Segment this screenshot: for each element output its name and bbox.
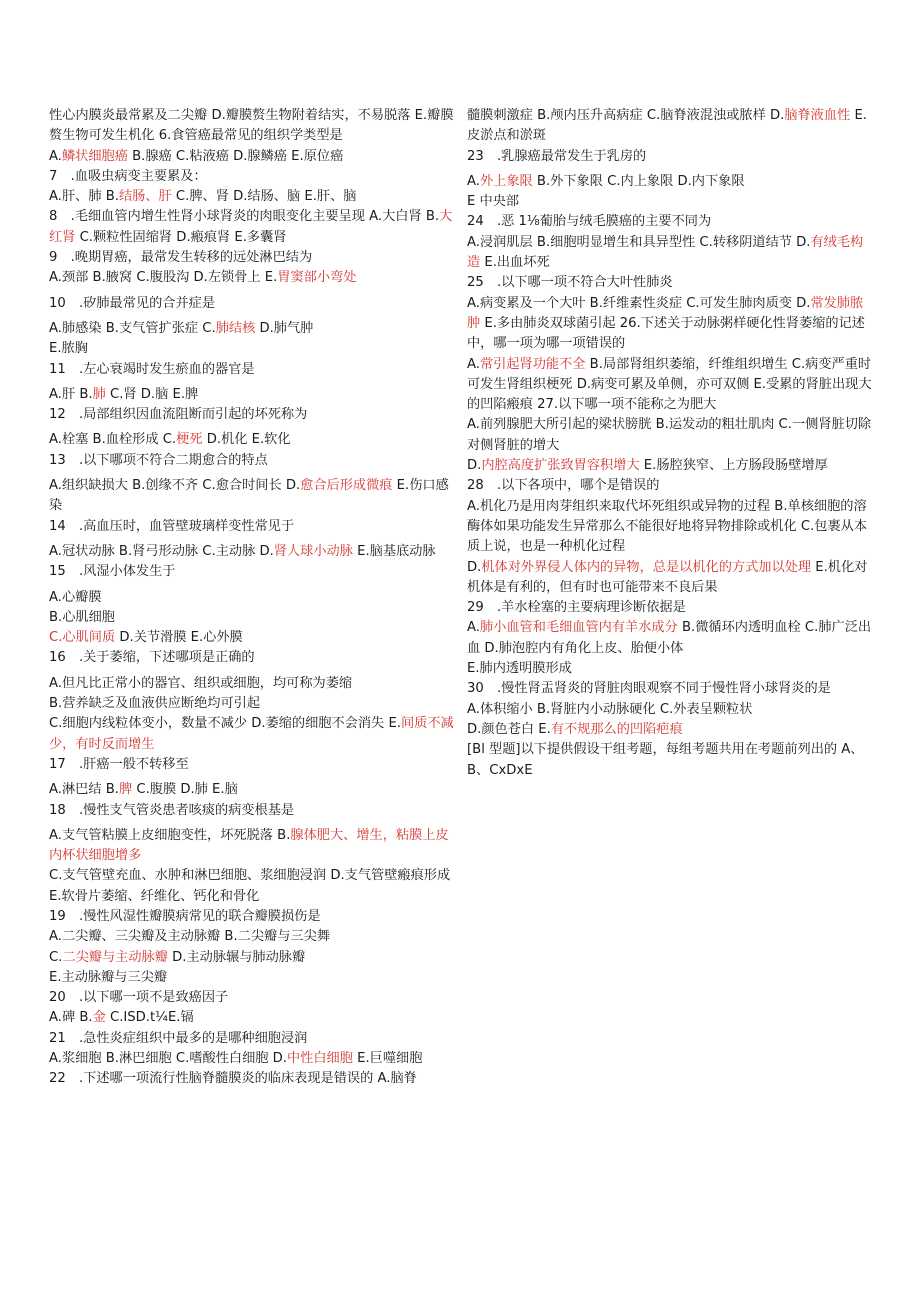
text-line [49,430,455,450]
answer-highlight: 肺 [92,386,106,402]
text-line [49,988,455,1008]
answer-highlight: 肺结核 [215,320,256,336]
text-line [49,517,455,537]
text-line [467,456,873,476]
text-line [49,588,455,608]
text-segment: A.心瓣膜 [49,589,102,605]
text-segment: A.体积缩小 B.肾脏内小动脉硬化 C.外表呈颗粒状 [467,701,753,717]
text-segment: B.局部肾组织萎缩，纤维组织增生 C.病变严重时可发生肾组织梗死 D.病变可累及单侧，亦可双侧 E.受累的肾脏出现大的凹陷瘢痕 27.以下哪一项不能称之为肥大 [467,356,872,413]
text-line [467,558,873,599]
text-line [49,147,455,167]
text-line [49,268,455,288]
text-segment: 9 .晚期胃癌，最常发生转移的远处淋巴结为 [49,250,313,266]
text-segment: D. [467,458,482,474]
text-segment: [Bl 型题]以下提供假设干组考题，每组考题共用在考题前列出的 A、B、CxDxE [467,742,864,778]
text-segment: C.ISD.t¼E.镉 [105,1010,194,1026]
text-line [49,1008,455,1028]
text-segment: E.肺内透明膜形成 [467,661,572,677]
answer-highlight: 脑脊液血性 [784,108,851,123]
answer-highlight: 有不规那么的凹陷疤痕 [550,721,683,737]
text-line [49,476,455,517]
text-segment: A.淋巴结 B. [49,782,119,798]
text-segment: A.浸润肌层 B.细胞明显增生和具异型性 C.转移阴道结节 D. [467,234,811,250]
text-line [467,720,873,740]
text-line [49,360,455,380]
text-segment: A.二尖瓣、三尖瓣及主动脉瓣 B.二尖瓣与三尖舞 [49,929,330,945]
text-segment: 15 .风湿小体发生于 [49,564,176,580]
text-segment: 20 .以下哪一项不是致癌因子 [49,990,229,1006]
left-column [49,106,455,1090]
text-line [49,248,455,268]
text-segment: C. [49,949,63,965]
text-line [49,866,455,907]
text-segment: 14 .高血压时，血管壁玻璃样变性常见于 [49,518,295,534]
answer-highlight: 间质不减少，有时反而增生 [49,716,454,752]
text-segment: A.肺感染 B.支气管扩张症 C. [49,320,216,336]
text-line [467,679,873,699]
text-segment: C.肾 D.脑 E.脾 [105,386,199,402]
text-line [467,147,873,167]
answer-highlight: 内腔高度扩张致胃容积增大 [481,458,640,474]
text-segment: E.多由肺炎双球菌引起 26.下述关于动脉粥样硬化性肾萎缩的记述中，哪一项为哪一项错误的 [467,315,865,352]
text-line [467,233,873,274]
text-line [467,294,873,355]
text-segment: 30 .慢性肾盂肾炎的肾脏肉眼观察不同于慢性肾小球肾炎的是 [467,681,831,697]
text-segment: A. [467,173,480,189]
text-line [467,598,873,618]
text-segment: D.主动脉辗与肺动脉瓣 [167,949,306,965]
text-segment: A. [467,620,480,636]
text-segment: 7 .血吸虫病变主要累及： [49,168,207,184]
text-line [49,1029,455,1049]
text-line [49,207,455,248]
text-line [49,968,455,988]
text-line [467,192,873,212]
text-segment: B.心肌细胞 [49,609,115,625]
text-segment: A.前列腺肥大所引起的梁状膀胱 B.运发动的粗壮肌肉 C.一侧肾脏切除对侧肾脏的增大 [467,417,872,453]
text-segment: D.颜色苍白 E. [467,721,551,737]
text-segment: 21 .急性炎症组织中最多的是哪种细胞浸润 [49,1030,308,1046]
text-segment: 28 .以下各项中，哪个是错误的 [467,478,660,494]
text-line [467,618,873,659]
text-line [49,780,455,800]
text-segment: 性心内膜炎最常累及二尖瓣 D.瓣膜赘生物附着结实，不易脱落 E.瓣膜赘生物可发生机化 6.食管癌最常见的组织学类型是 [49,108,454,144]
text-segment: C.颗粒性固缩肾 D.瘢痕肾 E.多囊肾 [75,229,287,245]
text-line [467,497,873,558]
text-segment: D.肺气肿 [255,320,314,336]
text-line [49,385,455,405]
text-segment: 23 .乳腺癌最常发生于乳房的 [467,148,647,164]
text-line [49,106,455,147]
text-line [49,801,455,821]
text-line [49,1069,455,1089]
answer-highlight: 常引起肾功能不全 [479,356,586,372]
text-line [467,659,873,679]
text-segment: A.但凡比正常小的器官、组织或细胞，均可称为萎缩 [49,675,353,691]
text-line [49,319,455,339]
answer-highlight: 结肠、肝 [118,189,172,205]
answer-highlight: C.心肌间质 [49,630,116,646]
text-line [49,674,455,694]
text-segment: A.肝 B. [49,386,93,402]
text-segment: A. [49,148,62,164]
text-line [49,628,455,648]
text-segment: 16 .关于萎缩，下述哪项是正确的 [49,650,255,666]
text-segment: 髓膜刺激症 B.颅内压升高病症 C.脑脊液混浊或脓样 D. [467,108,785,123]
answer-highlight: 脾 [118,782,133,798]
text-line [467,106,873,147]
text-line [467,355,873,416]
right-column [467,106,873,781]
text-segment: A.颈部 B.腋窝 C.腹股沟 D.左锁骨上 E. [49,270,278,286]
text-segment: B.外下象限 C.内上象限 D.内下象限 [532,173,745,189]
text-line [49,927,455,947]
text-line [467,700,873,720]
text-segment: E.出血坏死 [480,255,550,271]
answer-highlight: 大红肾 [49,209,453,245]
answer-highlight: 胃窦部小弯处 [277,270,357,286]
text-segment: E.机化对机体是有利的，但有时也可能带来不良后果 [467,559,868,595]
text-line [49,755,455,775]
text-line [49,294,455,314]
text-line [49,694,455,714]
answer-highlight: 愈合后形成微痕 [300,478,393,494]
text-segment: E.皮淤点和淤斑 [467,108,867,144]
text-segment: D.机化 E.软化 [202,432,291,448]
answer-highlight: 机体对外界侵人体内的异物，总是以机化的方式加以处理 [481,559,812,575]
text-segment: E 中央部 [467,194,520,210]
text-line [49,187,455,207]
text-segment: A.病变累及一个大叶 B.纤维素性炎症 C.可发生肺肉质变 D. [467,295,811,311]
text-segment: 25 .以下哪一项不符合大叶性肺炎 [467,275,673,291]
text-line [49,826,455,867]
text-segment: E.脓胸 [49,341,88,357]
text-segment: A. [467,356,480,372]
text-line [467,476,873,496]
text-line [49,907,455,927]
text-segment: A.肝、肺 B. [49,189,119,205]
answer-highlight: 腺体肥大、增生，粘膜上皮内杯状细胞增多 [49,827,449,864]
text-segment: C.脾、肾 D.结肠、脑 E.肝、脑 [171,189,357,205]
text-line [49,542,455,562]
answer-highlight: 有绒毛构造 [467,234,864,271]
text-line [49,167,455,187]
text-segment: A.组织缺损大 B.创缘不齐 C.愈合时间长 D. [49,478,301,494]
text-segment: B.营养缺乏及血液供应断绝均可引起 [49,696,261,712]
text-line [49,948,455,968]
text-line [49,405,455,425]
text-segment: E.肠腔狭窄、上方肠段肠壁增厚 [639,458,828,474]
text-line [467,172,873,192]
text-segment: A.栓塞 B.血栓形成 C. [49,432,177,448]
text-segment: A.浆细胞 B.淋巴细胞 C.嗜酸性白细胞 D. [49,1051,287,1067]
text-line [467,740,873,781]
text-line [49,608,455,628]
text-segment: 12 .局部组织因血流阻断而引起的坏死称为 [49,407,308,423]
text-segment: B.微循环内透明血栓 C.肺广泛出血 D.肺泡腔内有角化上皮、胎便小体 [467,620,872,656]
answer-highlight: 肾人球小动脉 [273,543,353,559]
answer-highlight: 二尖瓣与主动脉瓣 [62,949,168,965]
text-segment: 22 .下述哪一项流行性脑脊髓膜炎的临床表现是错误的 A.脑脊 [49,1071,417,1087]
text-line [49,1049,455,1069]
text-segment: C.腹膜 D.肺 E.脑 [132,782,238,798]
text-segment: A.冠状动脉 B.肾弓形动脉 C.主动脉 D. [49,543,274,559]
text-segment: B.腺癌 C.粘液癌 D.腺鳞癌 E.原位癌 [127,148,344,164]
text-line [49,562,455,582]
text-segment: D. [467,559,482,575]
text-segment: 10 .矽肺最常见的合并症是 [49,295,216,311]
text-segment: 18 .慢性支气管炎患者咳痰的病变根基是 [49,802,295,818]
text-line [49,339,455,359]
text-line [49,451,455,471]
text-segment: 29 .羊水栓塞的主要病理诊断依据是 [467,600,686,616]
text-segment: E.伤口感染 [49,478,449,514]
text-segment: 24 .恶 1⅛葡胎与绒毛膜癌的主要不同为 [467,214,712,230]
answer-highlight: 金 [92,1010,106,1026]
answer-highlight: 梗死 [176,432,203,448]
text-segment: 8 .毛细血管内增生性肾小球肾炎的肉眼变化主要呈现 A.大白肾 B. [49,209,440,225]
text-segment: E.巨噬细胞 [352,1051,423,1067]
text-segment: 13 .以下哪项不符合二期愈合的特点 [49,452,268,468]
text-segment: E.主动脉瓣与三尖瓣 [49,969,168,985]
answer-highlight: 中性白细胞 [286,1051,353,1067]
text-segment: E.脑基底动脉 [352,543,436,559]
text-line [49,648,455,668]
text-line [467,212,873,232]
text-segment: 17 .肝癌一般不转移至 [49,756,189,772]
text-segment: C.支气管壁充血、水肿和淋巴细胞、浆细胞浸润 D.支气管壁瘢痕形成 E.软骨片萎缩、纤维化、钙化和骨化 [49,868,451,904]
answer-highlight: 外上象限 [479,173,533,189]
text-line [467,415,873,456]
text-line [49,714,455,755]
answer-highlight: 肺小血管和毛细血管内有羊水成分 [479,620,678,636]
answer-highlight: 常发肺脓肿 [467,295,864,331]
text-segment: A.支气管粘膜上皮细胞变性，坏死脱落 B. [49,827,291,843]
text-segment: D.关节滑膜 E.心外膜 [115,630,243,646]
answer-highlight: 鳞状细胞癌 [61,148,128,164]
text-segment: C.细胞内线粒体变小，数量不减少 D.萎缩的细胞不会消失 E. [49,716,401,732]
text-segment: 19 .慢性风湿性瓣膜病常见的联合瓣膜损伤是 [49,908,321,924]
text-line [467,273,873,293]
text-segment: A.碑 B. [49,1010,93,1026]
text-segment: A.机化乃是用肉芽组织来取代坏死组织或异物的过程 B.单核细胞的溶酶体如果功能发生异常那么不能很好地将异物排除或机化 C.包裹从本质上说，也是一种机化过程 [467,498,868,555]
text-segment: 11 .左心衰竭时发生瘀血的器官是 [49,361,255,377]
